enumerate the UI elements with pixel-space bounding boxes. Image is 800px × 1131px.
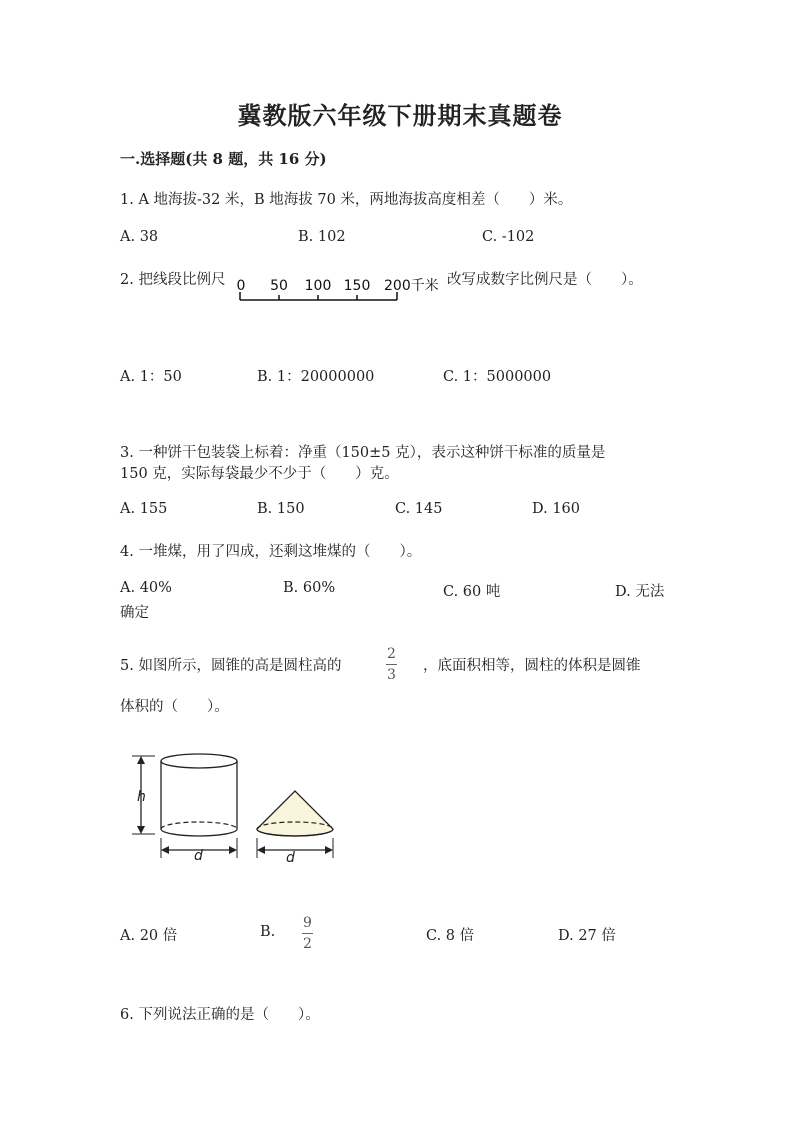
question-5-stem-pre: 5. 如图所示，圆锥的高是圆柱高的 (120, 658, 342, 674)
fraction-denominator: 2 (303, 936, 312, 952)
question-2-stem-pre: 2. 把线段比例尺 (120, 272, 226, 288)
cylinder-cone-figure (125, 748, 340, 868)
q5-option-d: D. 27 倍 (558, 928, 616, 944)
scale-bar-figure (232, 272, 447, 308)
cylinder-diameter-arrow-right (229, 846, 237, 854)
question-5-line2: 体积的（ ）。 (120, 699, 229, 715)
cylinder-bottom-back (161, 822, 237, 829)
q4-option-d: D. 无法 (615, 584, 665, 600)
question-5-stem-post: ，底面积相等，圆柱的体积是圆锥 (423, 658, 641, 674)
question-1-stem: 1. A 地海拔-32 米，B 地海拔 70 米，两地海拔高度相差（ ）米。 (120, 192, 573, 208)
height-arrow-bottom (137, 826, 145, 834)
scale-label-100: 100 (304, 278, 332, 294)
fraction-numerator: 2 (387, 646, 396, 662)
cone-body (257, 791, 333, 836)
q5-option-a: A. 20 倍 (120, 928, 178, 944)
height-arrow-top (137, 756, 145, 764)
cylinder-diameter-arrow-left (161, 846, 169, 854)
fraction-bar (302, 933, 313, 934)
q5-option-c: C. 8 倍 (426, 928, 475, 944)
page-title: 冀教版六年级下册期末真题卷 (237, 101, 563, 130)
q3-option-c: C. 145 (395, 501, 443, 517)
fraction-denominator: 3 (387, 667, 396, 683)
q2-option-c: C. 1：5000000 (443, 369, 552, 385)
q4-option-d-continued: 确定 (120, 605, 149, 621)
fraction-two-thirds (386, 646, 397, 683)
cylinder-bottom-front (161, 829, 237, 836)
cone-diameter-arrow-left (257, 846, 265, 854)
scale-label-150: 150 (343, 278, 371, 294)
cylinder-top (161, 754, 237, 768)
cylinder-diameter-label: d (194, 848, 203, 864)
question-4-stem: 4. 一堆煤，用了四成，还剩这堆煤的（ ）。 (120, 544, 422, 560)
q1-option-c: C. -102 (482, 229, 535, 245)
q3-option-d: D. 160 (532, 501, 581, 517)
question-3-line1: 3. 一种饼干包装袋上标着：净重（150±5 克），表示这种饼干标准的质量是 (120, 445, 606, 461)
q3-option-a: A. 155 (120, 501, 168, 517)
fraction-bar (386, 664, 397, 665)
q5-option-b: B. (260, 924, 276, 940)
height-label: h (137, 789, 146, 805)
fraction-numerator: 9 (303, 915, 312, 931)
q4-option-a: A. 40% (120, 580, 172, 596)
q2-option-b: B. 1：20000000 (257, 369, 375, 385)
question-6-stem: 6. 下列说法正确的是（ ）。 (120, 1007, 320, 1023)
question-2-stem-post: 改写成数字比例尺是（ ）。 (447, 272, 643, 288)
q4-option-c: C. 60 吨 (443, 584, 501, 600)
q3-option-b: B. 150 (257, 501, 305, 517)
scale-label-200: 200千米 (384, 278, 439, 294)
question-3-line2: 150 克，实际每袋最少不少于（ ）克。 (120, 466, 399, 482)
scale-label-50: 50 (270, 278, 288, 294)
cone-diameter-label: d (286, 850, 295, 866)
q1-option-a: A. 38 (120, 229, 159, 245)
q1-option-b: B. 102 (298, 229, 346, 245)
section-heading: 一.选择题(共 8 题，共 16 分) (120, 150, 327, 168)
cone-diameter-arrow-right (325, 846, 333, 854)
scale-label-0: 0 (236, 278, 246, 294)
fraction-nine-halves (302, 915, 313, 952)
q2-option-a: A. 1：50 (120, 369, 182, 385)
q4-option-b: B. 60% (283, 580, 336, 596)
